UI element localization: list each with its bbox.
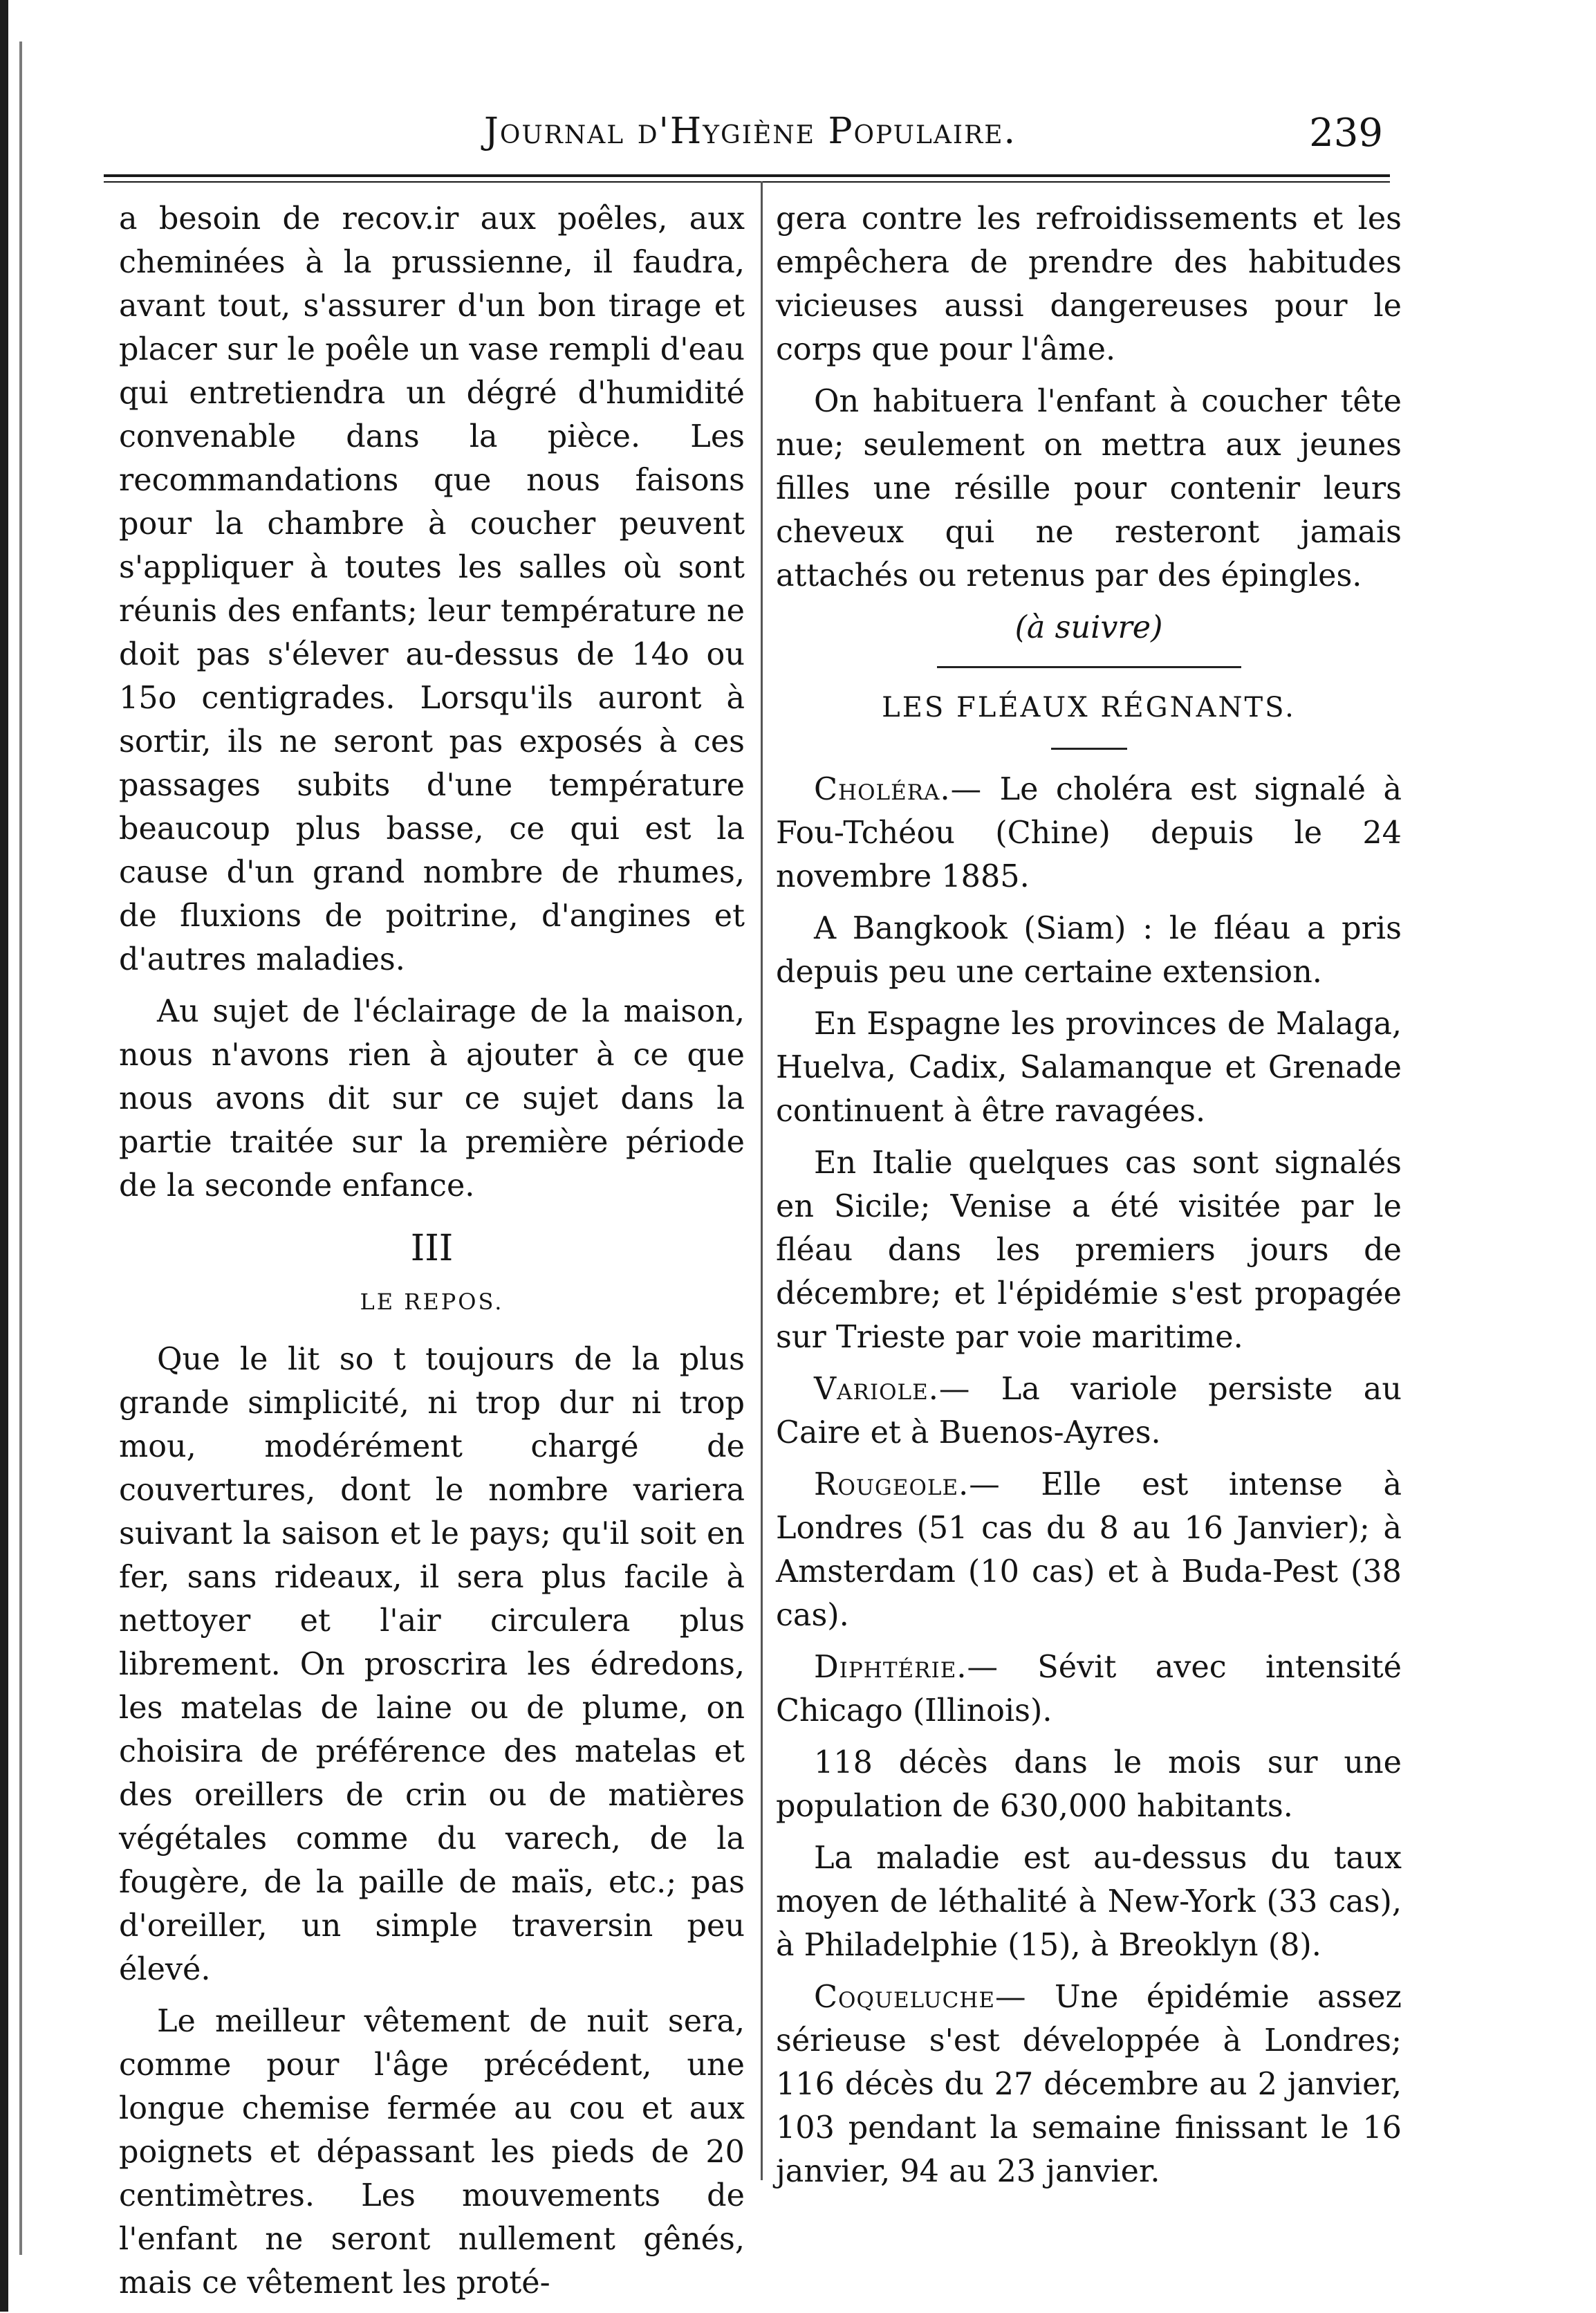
entry-italie: En Italie quelques cas sont signalés en Sicile; Venise a été visitée par le fléau dans les premiers jours de décembre; et l'épidémie s'est propagée sur Trieste par voie maritime. [776, 1145, 1402, 1355]
cholera-lead: Choléra.— [814, 772, 983, 807]
scan-edge-bar [0, 0, 8, 2312]
entry-coqueluche [776, 1975, 1402, 2193]
title-rule [1051, 748, 1127, 750]
page-header [104, 104, 1397, 166]
section-rule [937, 666, 1241, 668]
paragraph-continuation: gera contre les refroidissements et les empêchera de prendre des habitudes vicieuses aussi dangereuses pour le corps que pour l'âme. [776, 201, 1402, 367]
entry-rougeole [776, 1463, 1402, 1637]
column-divider [761, 181, 763, 2180]
coqueluche-text: Une épidémie assez sérieuse s'est développée à Londres; 116 décès du 27 décembre au 2 janvier, 103 pendant la semaine finissant le 16 janvier, 94 au 23 janvier. [776, 1980, 1402, 2189]
section-number: III [410, 1228, 454, 1269]
paragraph-head: On habituera l'enfant à coucher tête nue; seulement on mettra aux jeunes filles une résille pour contenir leurs cheveux qui ne resteront jamais attachés ou retenus par des épingles. [776, 384, 1402, 593]
header-rule [104, 174, 1390, 177]
paragraph-bed: Que le lit so t toujours de la plus grande simplicité, ni trop dur ni trop mou, modérément chargé de couvertures, dont le nombre variera suivant la saison et le pays; qu'il soit en fer, sans rideaux, il sera plus facile à nettoyer et l'air circulera plus librement. On proscrira les édredons, les matelas de laine ou de plume, on choisira de préférence des matelas et des oreillers de crin ou de matières végétales comme du varech, de la fougère, de la paille de maïs, etc.; pas d'oreiller, un simple traversin peu élevé. [119, 1342, 745, 1987]
paragraph-lighting: Au sujet de l'éclairage de la maison, nous n'avons rien à ajouter à ce que nous avons dit sur ce sujet dans la partie traitée sur la première période de la seconde enfance. [119, 994, 745, 1204]
diphterie-text: Sévit avec intensité Chicago (Illinois). [776, 1650, 1402, 1729]
to-be-continued: (à suivre) [1014, 610, 1163, 645]
entry-variole [776, 1367, 1402, 1455]
variole-text: La variole persiste au Caire et à Buenos-Ayres. [776, 1372, 1402, 1450]
variole-lead: Variole.— [814, 1372, 971, 1407]
entry-diphterie [776, 1646, 1402, 1733]
paragraph-heating: a besoin de recov.ir aux poêles, aux cheminées à la prussienne, il faudra, avant tout, s'assurer d'un bon tirage et placer sur le poêle un vase rempli d'eau qui entretiendra un dégré d'humidité convenable dans la pièce. Les recommandations que nous faisons pour la chambre à coucher peuvent s'appliquer à toutes les salles où sont réunis des enfants; leur température ne doit pas s'élever au-dessus de 14o ou 15o centigrades. Lorsqu'ils auront à sortir, ils ne seront pas exposés à ces passages subits d'une température beaucoup plus basse, ce qui est la cause d'un grand nombre de rhumes, de fluxions de poitrine, d'angines et d'autres maladies. [119, 201, 745, 977]
rougeole-lead: Rougeole.— [814, 1467, 1001, 1502]
header-rule-thin [104, 181, 1390, 183]
page-number: 239 [1309, 111, 1383, 156]
coqueluche-lead: Coqueluche— [814, 1980, 1027, 2015]
running-title: Journal d'Hygiène Populaire. [483, 111, 1017, 152]
paragraph-nightwear: Le meilleur vêtement de nuit sera, comme pour l'âge précédent, une longue chemise fermée au cou et aux poignets et dépassant les pieds de 20 centimètres. Les mouvements de l'enfant ne seront nullement gênés, mais ce vêtement les proté- [119, 2004, 745, 2301]
entry-deces: 118 décès dans le mois sur une population de 630,000 habitants. [776, 1745, 1402, 1824]
cholera-text: Le choléra est signalé à Fou-Tchéou (Chine) depuis le 24 novembre 1885. [776, 772, 1402, 894]
scan-edge-line [19, 42, 22, 2255]
section-title: LES FLÉAUX RÉGNANTS. [882, 692, 1296, 724]
left-column [119, 197, 745, 2313]
entry-cholera [776, 768, 1402, 899]
diphterie-lead: Diphtérie.— [814, 1650, 999, 1685]
rougeole-text: Elle est intense à Londres (51 cas du 8 au 16 Janvier); à Amsterdam (10 cas) et à Buda-Pest (38 cas). [776, 1467, 1402, 1633]
entry-espagne: En Espagne les provinces de Malaga, Huelva, Cadix, Salamanque et Grenade continuent à être ravagées. [776, 1006, 1402, 1129]
right-column [776, 197, 1402, 2202]
entry-bangkok: A Bangkook (Siam) : le fléau a pris depuis peu une certaine extension. [776, 911, 1402, 990]
section-subtitle: LE REPOS. [360, 1289, 504, 1315]
entry-maladie: La maladie est au-dessus du taux moyen de léthalité à New-York (33 cas), à Philadelphie (15), à Breoklyn (8). [776, 1841, 1402, 1963]
